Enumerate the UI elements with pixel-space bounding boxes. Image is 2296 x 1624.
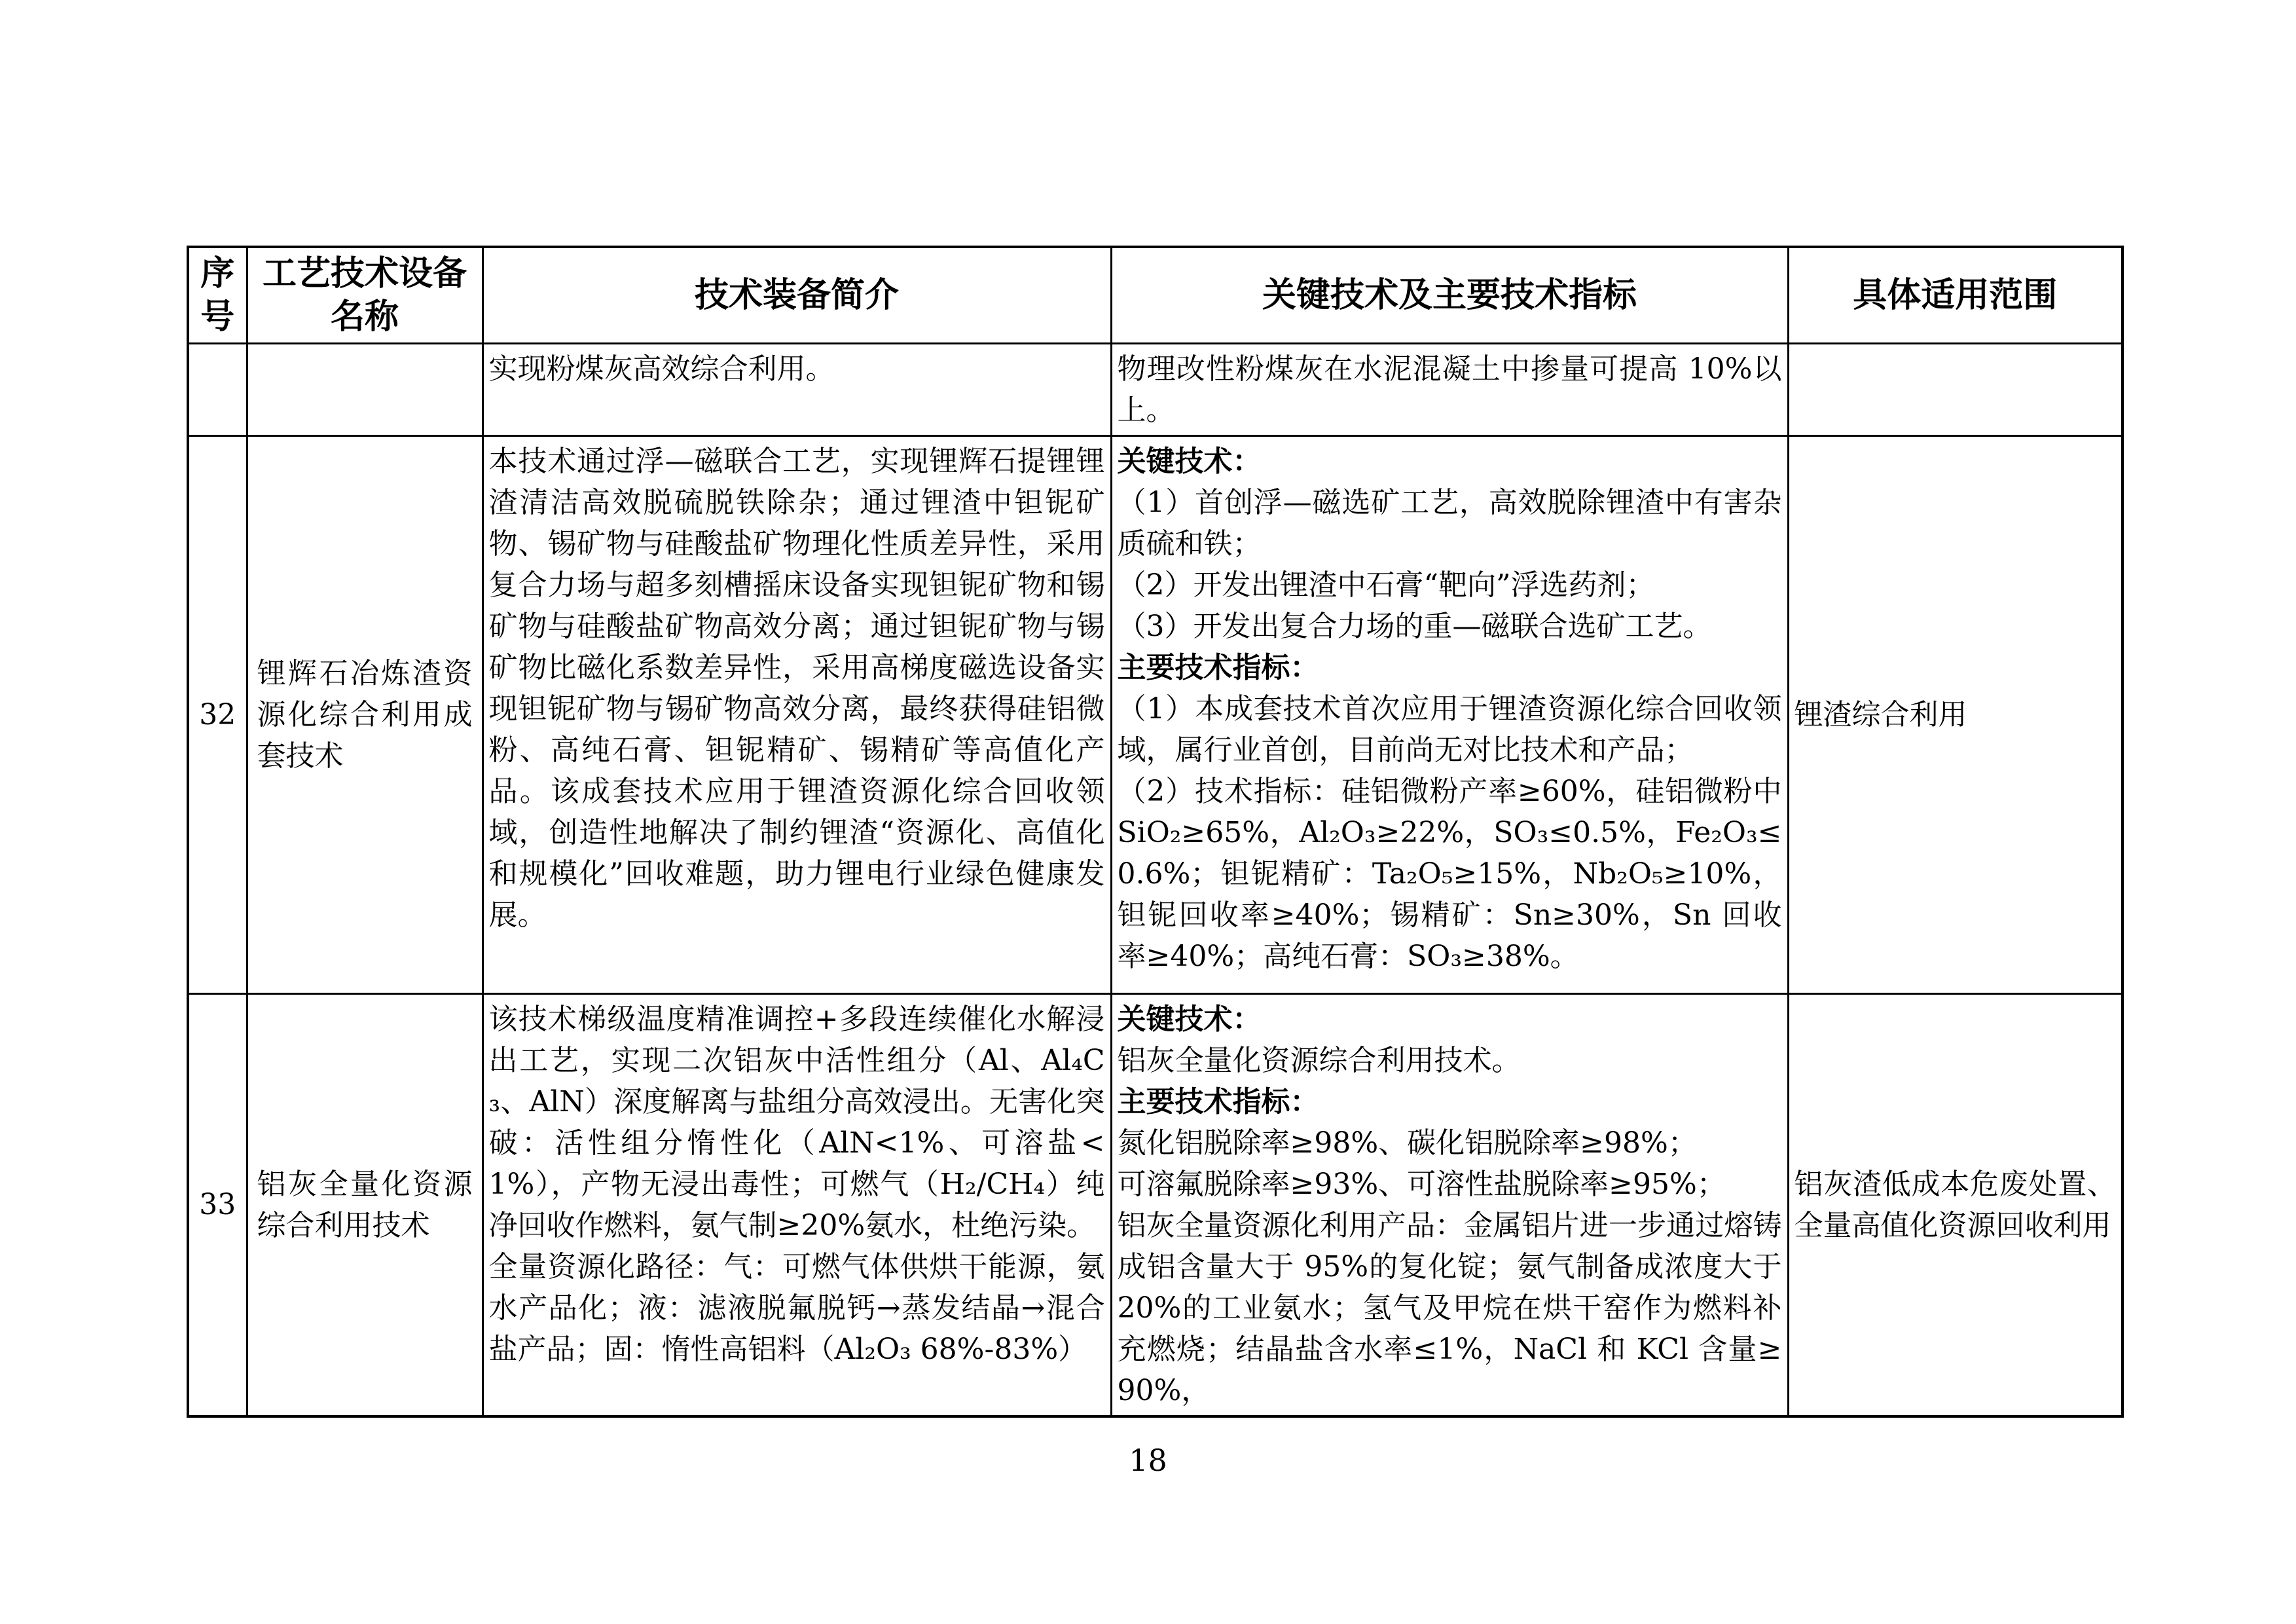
main-indicators-heading: 主要技术指标： <box>1117 650 1319 684</box>
header-关键技术及主要技术指标: 关键技术及主要技术指标 <box>1111 247 1788 343</box>
cell-32-name: 锂辉石冶炼渣资源化综合利用成套技术 <box>247 435 483 993</box>
cell-33-id: 33 <box>188 993 247 1416</box>
cell-32-id: 32 <box>188 435 247 993</box>
table-row-continuation <box>188 343 2123 435</box>
intro-paragraph: 本技术通过浮—磁联合工艺，实现锂辉石提锂锂渣清洁高效脱硫脱铁除杂；通过锂渣中钽铌矿物、锡矿物与硅酸盐矿物理化性质差异性，采用复合力场与超多刻槽摇床设备实现钽铌矿物和锡矿物与硅酸盐矿物高效分离；通过钽铌矿物与锡矿物比磁化系数差异性，采用高梯度磁选设备实现钽铌矿物与锡矿物高效分离，最终获得硅铝微粉、高纯石膏、钽铌精矿、锡精矿等高值化产品。该成套技术应用于锂渣资源化综合回收领域，创造性地解决了制约锂渣“资源化、高值化和规模化”回收难题，助力锂电行业绿色健康发展。 <box>488 444 1105 932</box>
cell-32-scope <box>1788 435 2123 993</box>
intro-paragraph: 实现粉煤灰高效综合利用。 <box>488 352 835 386</box>
page-number: 18 <box>1129 1443 1167 1478</box>
cell-cont-name <box>247 343 483 435</box>
key-tech-heading: 关键技术： <box>1117 444 1262 478</box>
key-tech-item: （1）首创浮—磁选矿工艺，高效脱除锂渣中有害杂质硫和铁； <box>1117 485 1782 561</box>
cell-cont-intro <box>483 343 1111 435</box>
cell-cont-id <box>188 343 247 435</box>
cell-33-scope <box>1788 993 2123 1416</box>
indicator-item: 可溶氟脱除率≥93%、可溶性盐脱除率≥95%； <box>1117 1167 1726 1201</box>
indicator-item: 氮化铝脱除率≥98%、碳化铝脱除率≥98%； <box>1117 1126 1697 1160</box>
cell-33-name: 铝灰全量化资源综合利用技术 <box>247 993 483 1416</box>
intro-paragraph: 该技术梯级温度精准调控+多段连续催化水解浸出工艺，实现二次铝灰中活性组分（Al、Al₄C₃、AlN）深度解离与盐组分高效浸出。无害化突破：活性组分惰性化（AlN<1%、可溶盐<1%），产物无浸出毒性；可燃气（H₂/CH₄）纯净回收作燃料，氨气制≥20%氨水，杜绝污染。 <box>488 1002 1105 1242</box>
indicator-item: （1）本成套技术首次应用于锂渣资源化综合回收领域，属行业首创，目前尚无对比技术和产品； <box>1117 692 1782 767</box>
technology-table <box>187 246 2124 1418</box>
table-header-row <box>188 247 2123 343</box>
key-tech-item: （3）开发出复合力场的重—磁联合选矿工艺。 <box>1117 609 1712 643</box>
table-row-32 <box>188 435 2123 993</box>
main-indicators-heading: 主要技术指标： <box>1117 1084 1319 1118</box>
header-序号: 序号 <box>188 247 247 343</box>
cell-cont-scope <box>1788 343 2123 435</box>
scope-text: 铝灰渣低成本危废处置、全量高值化资源回收利用 <box>1794 1167 2116 1242</box>
cell-32-intro <box>483 435 1111 993</box>
key-tech-item: 铝灰全量化资源综合利用技术。 <box>1117 1043 1521 1077</box>
intro-paragraph: 全量资源化路径：气：可燃气体供烘干能源，氨水产品化；液：滤液脱氟脱钙→蒸发结晶→混合盐产品；固：惰性高铝料（Al₂O₃ 68%-83%） <box>488 1249 1105 1366</box>
indicator-item: 铝灰全量资源化利用产品：金属铝片进一步通过熔铸成铝含量大于 95%的复化锭；氨气制备成浓度大于20%的工业氨水；氢气及甲烷在烘干窑作为燃料补充燃烧；结晶盐含水率≤1%，NaCl 和 KCl 含量≥90%， <box>1117 1208 1782 1407</box>
key-tech-paragraph: 物理改性粉煤灰在水泥混凝土中掺量可提高 10%以上。 <box>1117 352 1782 427</box>
cell-33-intro <box>483 993 1111 1416</box>
header-具体适用范围: 具体适用范围 <box>1788 247 2123 343</box>
scope-text: 锂渣综合利用 <box>1794 697 1967 731</box>
cell-32-key-tech <box>1111 435 1788 993</box>
key-tech-heading: 关键技术： <box>1117 1002 1262 1036</box>
cell-33-key-tech <box>1111 993 1788 1416</box>
cell-cont-key-tech <box>1111 343 1788 435</box>
header-工艺技术设备名称: 工艺技术设备名称 <box>247 247 483 343</box>
key-tech-item: （2）开发出锂渣中石膏“靶向”浮选药剂； <box>1117 568 1655 602</box>
table-row-33 <box>188 993 2123 1416</box>
indicator-item: （2）技术指标：硅铝微粉产率≥60%，硅铝微粉中SiO₂≥65%，Al₂O₃≥22%，SO₃≤0.5%，Fe₂O₃≤0.6%；钽铌精矿：Ta₂O₅≥15%，Nb₂O₅≥10%，钽铌回收率≥40%；锡精矿：Sn≥30%，Sn 回收率≥40%；高纯石膏：SO₃≥38%。 <box>1117 774 1782 973</box>
header-技术装备简介: 技术装备简介 <box>483 247 1111 343</box>
